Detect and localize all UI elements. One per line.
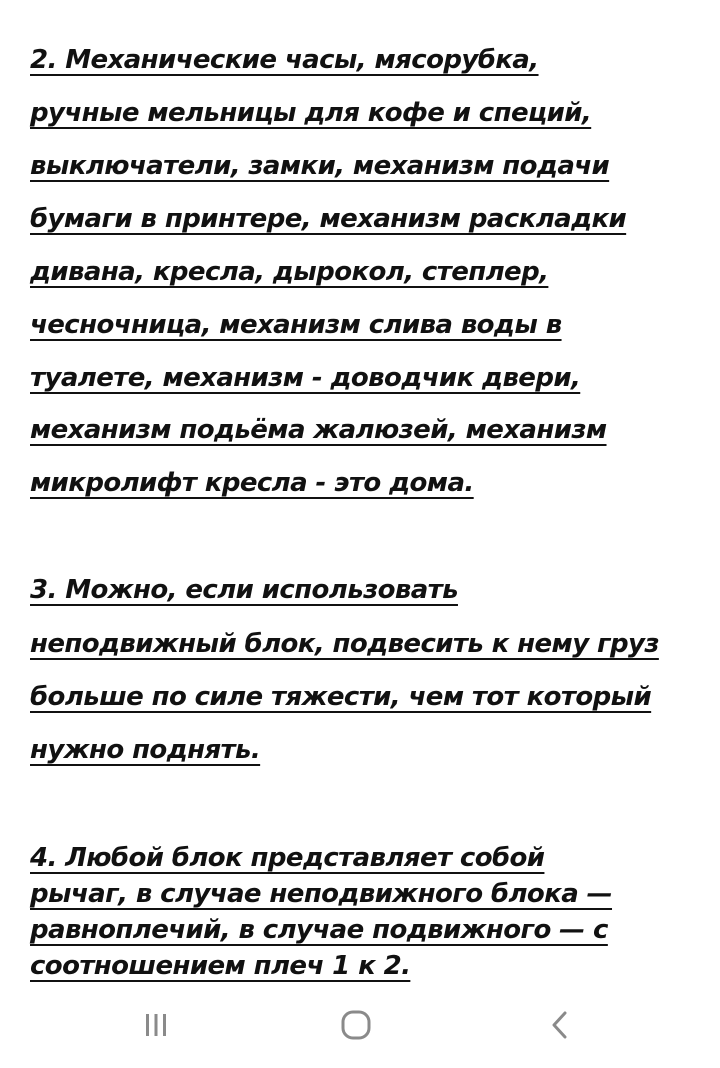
paragraph-2-line-6: чесночница, механизм слива воды в (30, 310, 562, 340)
paragraph-2-line-9: микролифт кресла - это дома. (30, 468, 474, 498)
paragraph-3-line-1: 3. Можно, если использовать (30, 575, 458, 605)
paragraph-2-line-5: дивана, кресла, дырокол, степлер, (30, 257, 549, 287)
paragraph-4-line-2: рычаг, в случае неподвижного блока — (30, 879, 613, 909)
recent-apps-button[interactable] (126, 1000, 186, 1050)
system-navigation-bar (0, 990, 720, 1068)
paragraph-2-line-7: туалете, механизм - доводчик двери, (30, 363, 581, 393)
paragraph-4-line-3: равноплечий, в случае подвижного — с (30, 915, 608, 945)
home-button[interactable] (326, 1000, 386, 1050)
recent-apps-icon (141, 1010, 171, 1040)
back-button[interactable] (530, 1000, 590, 1050)
paragraph-4-line-1: 4. Любой блок представляет собой (30, 843, 545, 873)
paragraph-3-line-4: нужно поднять. (30, 735, 261, 765)
paragraph-2-line-1: 2. Механические часы, мясорубка, (30, 45, 539, 75)
paragraph-2-line-8: механизм подьёма жалюзей, механизм (30, 415, 607, 445)
paragraph-3-line-3: больше по силе тяжести, чем тот который (30, 682, 652, 712)
paragraph-2-line-2: ручные мельницы для кофе и специй, (30, 98, 592, 128)
paragraph-2-line-3: выключатели, замки, механизм подачи (30, 151, 610, 181)
back-icon (545, 1010, 575, 1040)
paragraph-4-line-4: соотношением плеч 1 к 2. (30, 951, 411, 981)
paragraph-3-line-2: неподвижный блок, подвесить к нему груз (30, 629, 659, 659)
home-icon (339, 1008, 373, 1042)
paragraph-2-line-4: бумаги в принтере, механизм раскладки (30, 204, 627, 234)
